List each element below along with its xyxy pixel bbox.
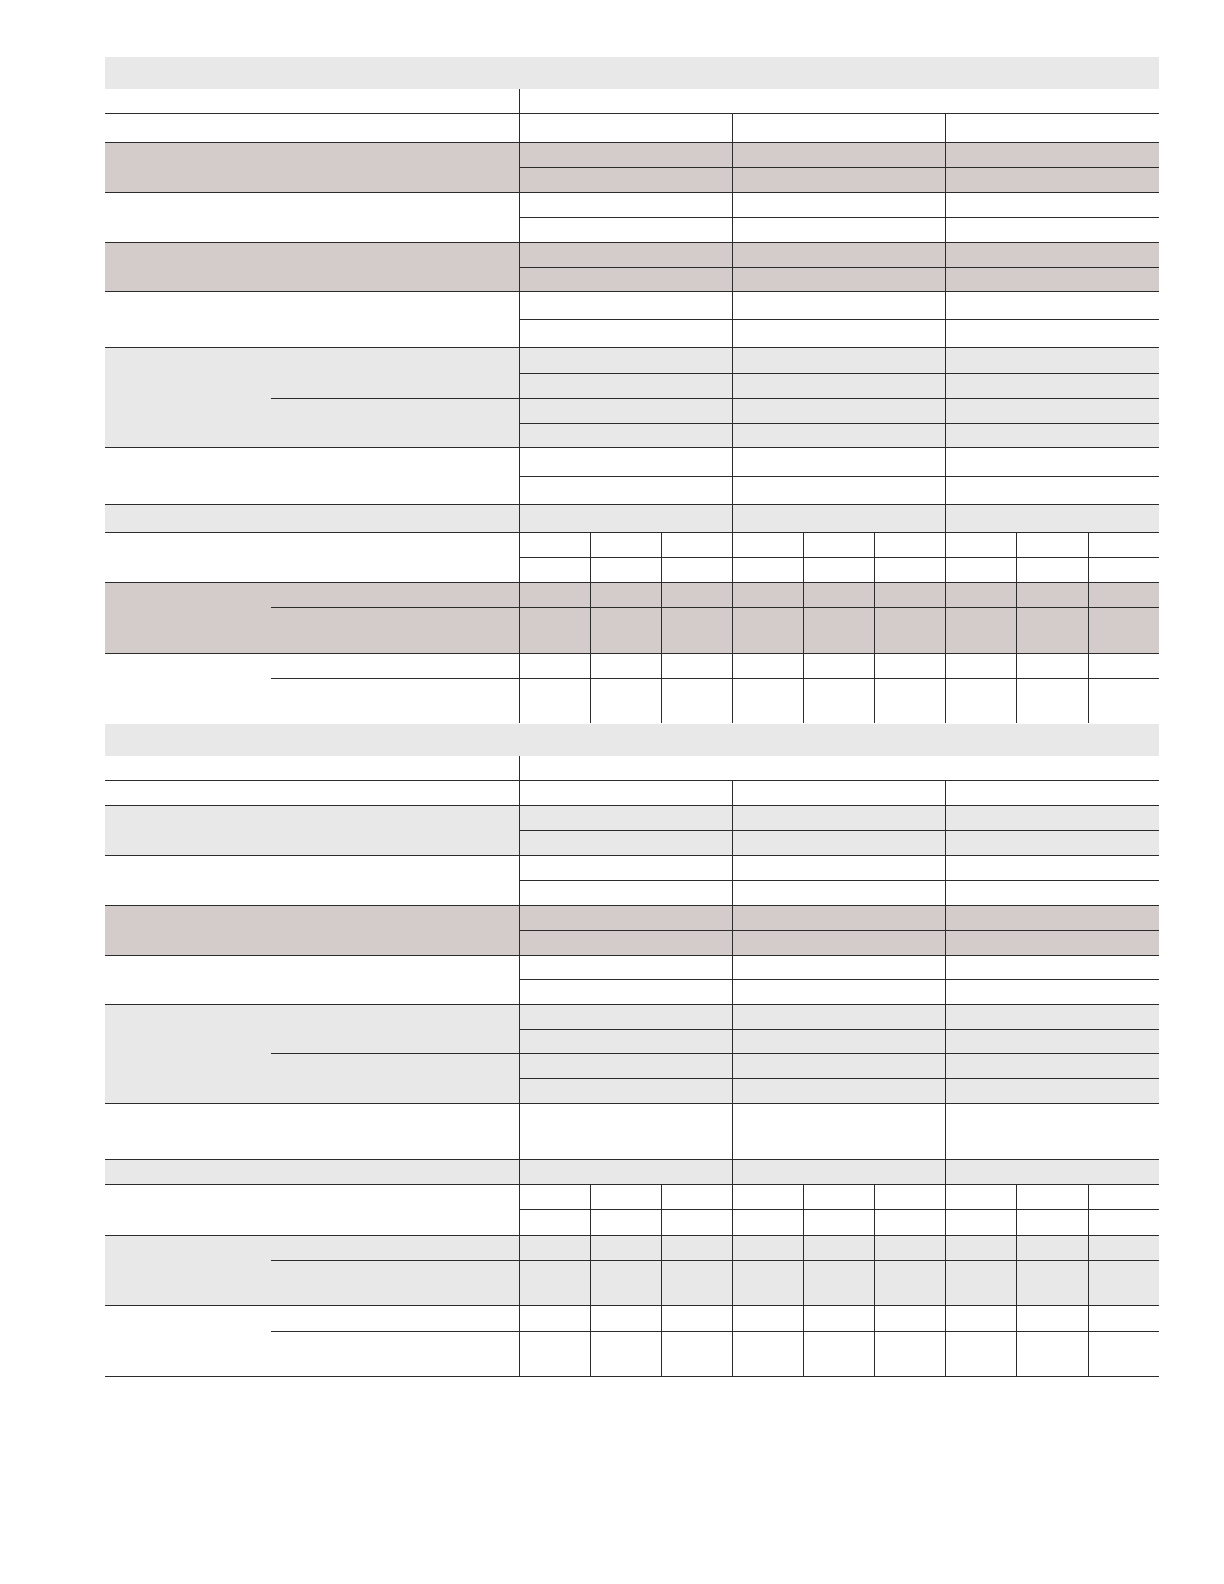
table1-row-rule <box>105 291 1159 292</box>
table2-shaded-block-e <box>105 1235 1159 1305</box>
table1-column-divider <box>271 398 272 399</box>
table1-subcolumn-divider <box>1088 532 1089 723</box>
table1-shaded-block-e <box>105 582 1159 653</box>
table1-row-rule <box>271 678 1159 679</box>
table1-shaded-block-c <box>105 347 1159 447</box>
table2-section-header-bar <box>105 724 1159 756</box>
table1-column-divider <box>732 113 733 723</box>
table2-row-rule <box>105 955 1159 956</box>
table2-row-rule <box>105 780 1159 781</box>
table1-row-rule <box>105 582 1159 583</box>
table2-row-rule <box>105 855 1159 856</box>
table1-row-rule <box>105 653 1159 654</box>
table1-row-rule <box>271 607 1159 608</box>
table1-subcolumn-divider <box>661 532 662 723</box>
table2-subcolumn-divider <box>661 1184 662 1376</box>
table1-section-header-bar <box>105 57 1159 89</box>
table2-row-rule <box>105 905 1159 906</box>
table2-subcolumn-divider <box>1016 1184 1017 1376</box>
table1-row-rule <box>271 398 1159 399</box>
table2-column-divider <box>945 780 946 1376</box>
table1-row-rule <box>519 476 1159 477</box>
table2-row-rule <box>519 930 1159 931</box>
table1-row-rule <box>519 319 1159 320</box>
table1-column-divider <box>519 89 520 723</box>
table2-row-rule <box>519 880 1159 881</box>
table1-row-rule <box>519 217 1159 218</box>
table2-row-rule <box>105 1305 1159 1306</box>
table1-row-rule <box>105 532 1159 533</box>
table1-row-rule <box>519 373 1159 374</box>
table1-row-rule <box>105 192 1159 193</box>
table1-subcolumn-divider <box>874 532 875 723</box>
table2-row-rule <box>105 1103 1159 1104</box>
table2-row-rule <box>105 1235 1159 1236</box>
table2-row-rule <box>519 1078 1159 1079</box>
table2-subcolumn-divider <box>803 1184 804 1376</box>
table2-row-rule <box>105 1184 1159 1185</box>
table1-row-rule <box>105 142 1159 143</box>
table1-row-rule <box>105 113 1159 114</box>
table1-row-rule <box>105 447 1159 448</box>
table1-row-rule <box>105 347 1159 348</box>
table2-row-rule <box>519 830 1159 831</box>
table1-row-rule <box>105 242 1159 243</box>
table2-row-rule <box>105 805 1159 806</box>
table2-row-rule <box>519 1209 1159 1210</box>
table2-shaded-row-d <box>105 1159 1159 1184</box>
table2-row-rule <box>519 1029 1159 1030</box>
table2-row-rule <box>519 979 1159 980</box>
table2-row-rule <box>105 1004 1159 1005</box>
table2-column-divider <box>519 756 520 1376</box>
table1-row-rule <box>105 504 1159 505</box>
table2-row-rule <box>105 1376 1159 1377</box>
table1-row-rule <box>519 423 1159 424</box>
table1-row-rule <box>519 557 1159 558</box>
table2-row-rule <box>271 1053 1159 1054</box>
table2-row-rule <box>271 1260 1159 1261</box>
table1-column-divider <box>945 113 946 723</box>
table1-subcolumn-divider <box>1016 532 1017 723</box>
table1-shaded-row-d <box>105 504 1159 532</box>
table2-row-rule <box>271 1331 1159 1332</box>
table1-row-rule <box>519 167 1159 168</box>
table2-subcolumn-divider <box>590 1184 591 1376</box>
table2-column-divider <box>732 780 733 1376</box>
table2-subcolumn-divider <box>1088 1184 1089 1376</box>
table1-subcolumn-divider <box>803 532 804 723</box>
table2-row-rule <box>105 1159 1159 1160</box>
table1-subcolumn-divider <box>590 532 591 723</box>
table1-row-rule <box>519 267 1159 268</box>
table2-subcolumn-divider <box>874 1184 875 1376</box>
